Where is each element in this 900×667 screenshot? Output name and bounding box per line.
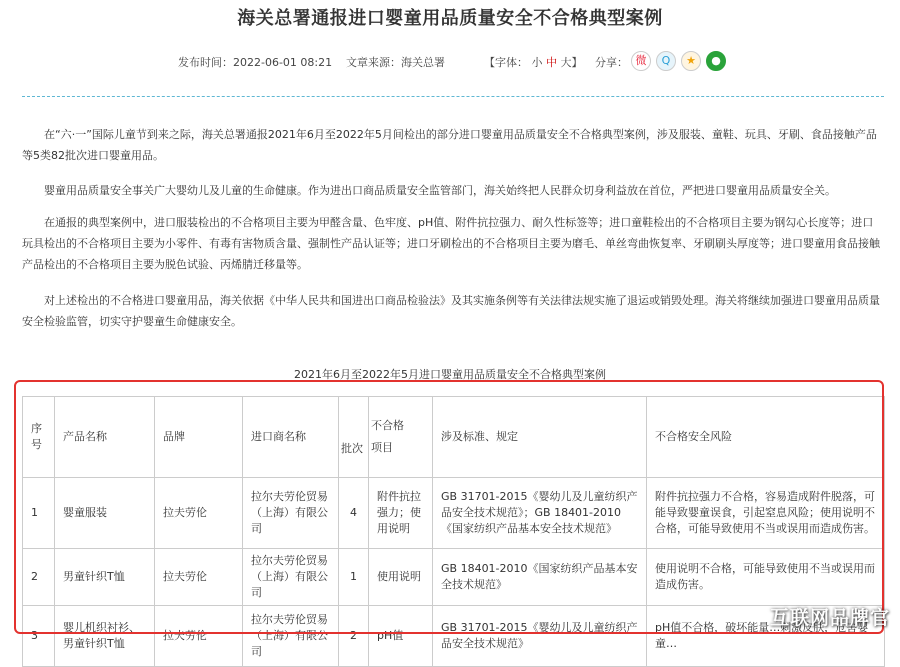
cell-risk: 使用说明不合格，可能导致使用不当或误用而造成伤害。 <box>647 549 885 606</box>
cell-item: 使用说明 <box>369 549 433 606</box>
article-meta <box>0 54 900 74</box>
header-product: 产品名称 <box>55 397 155 478</box>
wechat-icon[interactable]: ● <box>706 51 726 71</box>
weibo-icon[interactable]: 微 <box>631 51 651 71</box>
cell-product: 婴童服装 <box>55 478 155 549</box>
share-label: 分享： <box>595 56 628 69</box>
cell-standard: GB 31701-2015《婴幼儿及儿童纺织产品安全技术规范》 <box>433 606 647 667</box>
cell-batch: 1 <box>339 549 369 606</box>
paragraph-importance: 婴童用品质量安全事关广大婴幼儿及儿童的生命健康。作为进出口商品质量安全监管部门，海关始终把人民群众切身利益放在首位，严把进口婴童用品质量安全关。 <box>44 184 836 197</box>
cell-risk: pH值不合格，破坏能量…刺激皮肤，危害婴童… <box>647 606 885 667</box>
paragraph-cases: 在通报的典型案例中，进口服装检出的不合格项目主要为甲醛含量、色牢度、pH值、附件抗拉强力、耐久性标签等；进口童鞋检出的不合格项目主要为钢勾心长度等；进口玩具检出的不合格项目主要为小零件、有毒有害物质含量、强制性产品认证等；进口牙刷检出的不合格项目主要为磨毛、单丝弯曲恢复率、牙刷刷头厚度等；进口婴童用食品接触产品检出的不合格项目主要为脱色试验、丙烯腈迁移量等。 <box>22 216 880 271</box>
header-risk: 不合格安全风险 <box>647 397 885 478</box>
cell-standard: GB 31701-2015《婴幼儿及儿童纺织产品安全技术规范》；GB 18401-2010《国家纺织产品基本安全技术规范》 <box>433 478 647 549</box>
header-brand: 品牌 <box>155 397 243 478</box>
table-caption: 2021年6月至2022年5月进口婴童用品质量安全不合格典型案例 <box>294 368 606 381</box>
cell-brand: 拉夫劳伦 <box>155 478 243 549</box>
qq-icon[interactable]: Q <box>656 51 676 71</box>
header-standard: 涉及标准、规定 <box>433 397 647 478</box>
cell-no: 3 <box>23 606 55 667</box>
article-source: 文章来源：海关总署 <box>346 56 445 69</box>
cell-batch: 4 <box>339 478 369 549</box>
font-size-switcher: 【字体： 小 中 大】 <box>484 56 583 69</box>
cell-importer: 拉尔夫劳伦贸易（上海）有限公司 <box>243 549 339 606</box>
cell-brand: 拉夫劳伦 <box>155 549 243 606</box>
publish-time: 发布时间：2022-06-01 08:21 <box>178 56 333 69</box>
font-medium-button[interactable]: 中 <box>546 56 557 69</box>
cell-importer: 拉尔夫劳伦贸易（上海）有限公司 <box>243 478 339 549</box>
cell-item: pH值 <box>369 606 433 667</box>
article-title: 海关总署通报进口婴童用品质量安全不合格典型案例 <box>237 8 663 29</box>
cell-no: 2 <box>23 549 55 606</box>
dashed-divider <box>22 96 884 97</box>
header-item-line1: 不合格 <box>371 419 404 432</box>
cell-no: 1 <box>23 478 55 549</box>
highlight-box <box>14 380 884 634</box>
font-small-button[interactable]: 小 <box>531 56 543 69</box>
watermark: 互联网品牌官 <box>769 607 890 629</box>
cell-item: 附件抗拉强力；使用说明 <box>369 478 433 549</box>
cell-product: 婴儿机织衬衫、男童针织T恤 <box>55 606 155 667</box>
header-no: 序号 <box>23 397 55 478</box>
header-batch: 批次 <box>339 397 369 478</box>
cell-importer: 拉尔夫劳伦贸易（上海）有限公司 <box>243 606 339 667</box>
cell-risk: 附件抗拉强力不合格，容易造成附件脱落，可能导致婴童误食，引起窒息风险；使用说明不合格，可能导致使用不当或误用而造成伤害。 <box>647 478 885 549</box>
header-item-line2: 项目 <box>371 441 393 454</box>
cell-product: 男童针织T恤 <box>55 549 155 606</box>
font-large-button[interactable]: 大 <box>560 56 572 69</box>
paragraph-intro: 在“六·一”国际儿童节到来之际，海关总署通报2021年6月至2022年5月间检出的部分进口婴童用品质量安全不合格典型案例，涉及服装、童鞋、玩具、牙刷、食品接触产品等5类82批次进口婴童用品。 <box>22 128 877 162</box>
cell-standard: GB 18401-2010《国家纺织产品基本安全技术规范》 <box>433 549 647 606</box>
paragraph-handling: 对上述检出的不合格进口婴童用品，海关依据《中华人民共和国进出口商品检验法》及其实施条例等有关法律法规实施了退运或销毁处理。海关将继续加强进口婴童用品质量安全检验监管，切实守护婴童生命健康安全。 <box>22 294 880 328</box>
header-importer: 进口商名称 <box>243 397 339 478</box>
cell-brand: 拉夫劳伦 <box>155 606 243 667</box>
cell-batch: 2 <box>339 606 369 667</box>
qzone-icon[interactable]: ★ <box>681 51 701 71</box>
